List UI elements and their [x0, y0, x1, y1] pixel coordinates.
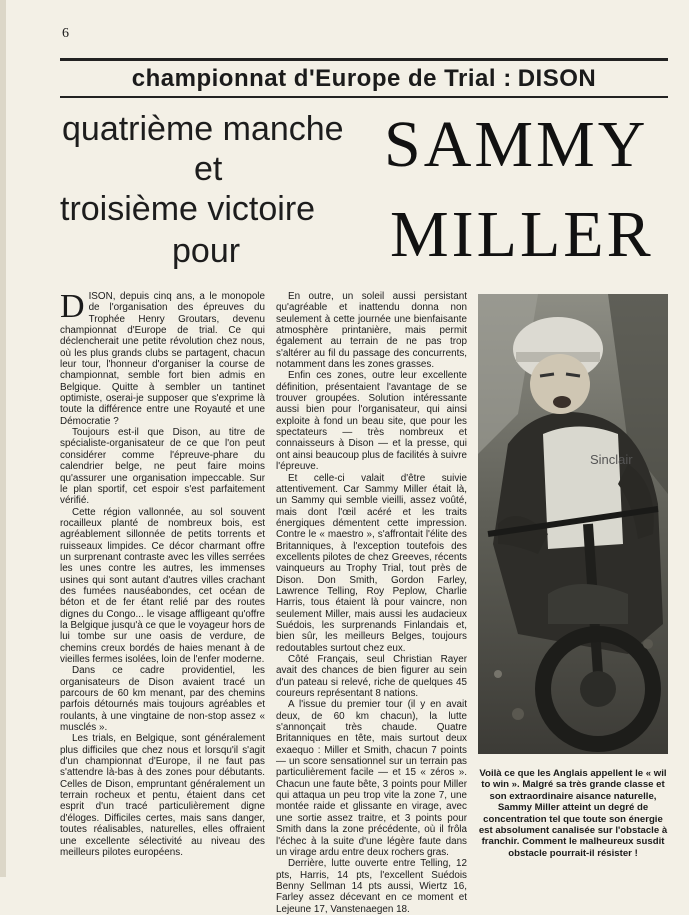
article-column-1 — [60, 288, 265, 858]
subtitle-line-1: quatrième manche — [62, 110, 344, 148]
section-header — [60, 63, 668, 95]
article-paragraph: Cette région vallonnée, au sol souvent rocailleux planté de nombreux bois, est agréablement sillonnée de petits torrents et ruisseaux limpides. Ce décor charmant offre un surprenant contraste avec les villes serrées les unes contre les autres, les immenses usines qui sont autant d'autres villes crachant des fumées nauséabondes, cet océan de béton et de fer étant relié par des routes dignes du Congo... le visage affligeant qu'offre la Belgique jusqu'à ce que le voyageur hors de lui tombe sur une oasis de verdure, de chemins creux bordés de haies menant à de vieilles fermes isolées, loin de l'enfer moderne. — [60, 506, 265, 665]
headline-first-name: SAMMY — [384, 108, 649, 181]
article-paragraph: Toujours est-il que Dison, au titre de spécialiste-organisateur de ce que l'on peut considérer comme l'épreuve-phare du calendrier belge, ne peut faire moins qu'assurer une organisation impeccable. Sur le plan sportif, cet espoir s'est parfaitement vérifié. — [60, 427, 265, 507]
subtitle-line-3: troisième victoire — [60, 190, 316, 228]
subtitle-line-2: et — [194, 150, 223, 188]
page-number: 6 — [62, 26, 69, 41]
header-right: DISON — [517, 65, 597, 92]
article-paragraph: A l'issue du premier tour (il y en avait deux, de 60 km chacun), la lutte s'annonçait très chaude. Quatre Britanniques en tête, mais surtout deux exaequo : Miller et Smith, chacun 7 points — un score sensationnel sur un terrain pas particulièrement facile — et 15 « zéros ». Chacun une faute bête, 3 points pour Miller qui attaqua un peu trop vite la zone 7, une montée raide et glissante en virage, avec une sortie assez traitre, et 3 points pour Smith dans la zone précédente, où il frôla l'échec à la suite d'une légère faute dans un virage ardu entre deux rochers gras. — [276, 699, 467, 858]
article-column-2 — [276, 291, 467, 915]
header-rule-top — [60, 58, 668, 61]
article-paragraph: Et celle-ci valait d'être suivie attentivement. Car Sammy Miller était là, un Sammy qui semble vieilli, assez voûté, mais dont l'œil acéré et les traits énergiques démentent cette impression. Contre le « maestro », s'affrontait l'élite des Britanniques, à l'exception toutefois des excellents pilotes de chez Greeves, récents vainqueurs au Trophy Trial, tout près de Dison. Don Smith, Gordon Farley, Lawrence Telling, Roy Peplow, Charlie Harris, tous étaient là pour vaincre, non seulement Miller, mais aussi les audacieux Suédois, les surprenands Finlandais et, bien sûr, les meilleurs Belges, toujours redoutables surtout chez eux. — [276, 472, 467, 654]
article-paragraph: DISON, depuis cinq ans, a le monopole de l'organisation des épreuves du Trophée Henry Groutars, devenu championnat d'Europe de trial. Ce qui déclencherait une petite révolution chez nous, où les plus grands clubs se partagent, chacun leur tour, l'honneur d'organiser la course de championnat, semble fort bien admis en Belgique. Quitte à sembler un tantinet optimiste, oserai-je supposer que s'exprime là toute la différence entre une Royauté et une Démocratie ? — [60, 288, 265, 427]
article-paragraph: Côté Français, seul Christian Rayer avait des chances de bien figurer au sein d'un pateau si relevé, riche de quelques 45 coureurs représentant 8 nations. — [276, 654, 467, 700]
article-paragraph: Enfin ces zones, outre leur excellente définition, présentaient l'avantage de se trouver groupées. Solution intéressante aussi bien pour l'organisateur, qui ainsi exploite à fond un beau site, que pour les spectateurs — très nombreux et connaisseurs à Dison — et la presse, qui ont ainsi beaucoup plus de facilités à suivre l'épreuve. — [276, 370, 467, 473]
headline-last-name: MILLER — [390, 198, 654, 271]
header-rule-bottom — [60, 96, 668, 98]
article-paragraph: Derrière, lutte ouverte entre Telling, 12 pts, Harris, 14 pts, l'excellent Suédois Benny Sellman 14 pts aussi, Wiertz 16, Farley assez décevant en ce moment et Lejeune 17, Vanstenaegen 18. — [276, 858, 467, 915]
drop-cap: D — [60, 288, 85, 325]
photo-caption: Voilà ce que les Anglais appellent le « wil to win ». Malgré sa très grande classe et son extraordinaire aisance naturelle, Sammy Miller atteint un degré de concentration tel que toute son énergie est absolument canalisée sur l'obstacle à franchir. Comment le malheureux susdit obstacle pourrait-il résister ! — [478, 768, 668, 859]
rider-photo-illustration — [478, 294, 668, 754]
header-left: championnat d'Europe de Trial : — [131, 65, 512, 92]
article-paragraph: Les trials, en Belgique, sont généralement plus difficiles que chez nous et lorsqu'il s'agit d'un championnat d'Europe, il ne faut pas s'attendre là-bas à des zones pour débutants. Celles de Dison, empruntant généralement un terrain rocheux et pentu, étaient dans cet esprit d'un tracé particulièrement digne d'éloges. Difficiles certes, mais sans danger, toutes réalisables, naturelles, elles offraient une excellente sélectivité au niveau des meilleurs pilotes européens. — [60, 733, 265, 858]
rider-photo — [478, 294, 668, 754]
subtitle-line-4: pour — [172, 232, 241, 270]
article-paragraph: En outre, un soleil aussi persistant qu'agréable et inattendu donna non seulement à cette journée une bienfaisante atmosphère printanière, mais permit également au terrain de ne pas trop s'altérer au fil du passage des concurrents, notamment dans les zones grasses. — [276, 291, 467, 371]
jersey-lettering: Sinclair — [590, 452, 633, 467]
article-paragraph: Dans ce cadre providentiel, les organisateurs de Dison avaient tracé un parcours de 60 km menant, par des chemins parfois détournés mais toujours agréables et roulants, à une vingtaine de non-stop assez « musclés ». — [60, 665, 265, 734]
page-binding-edge — [0, 0, 6, 877]
